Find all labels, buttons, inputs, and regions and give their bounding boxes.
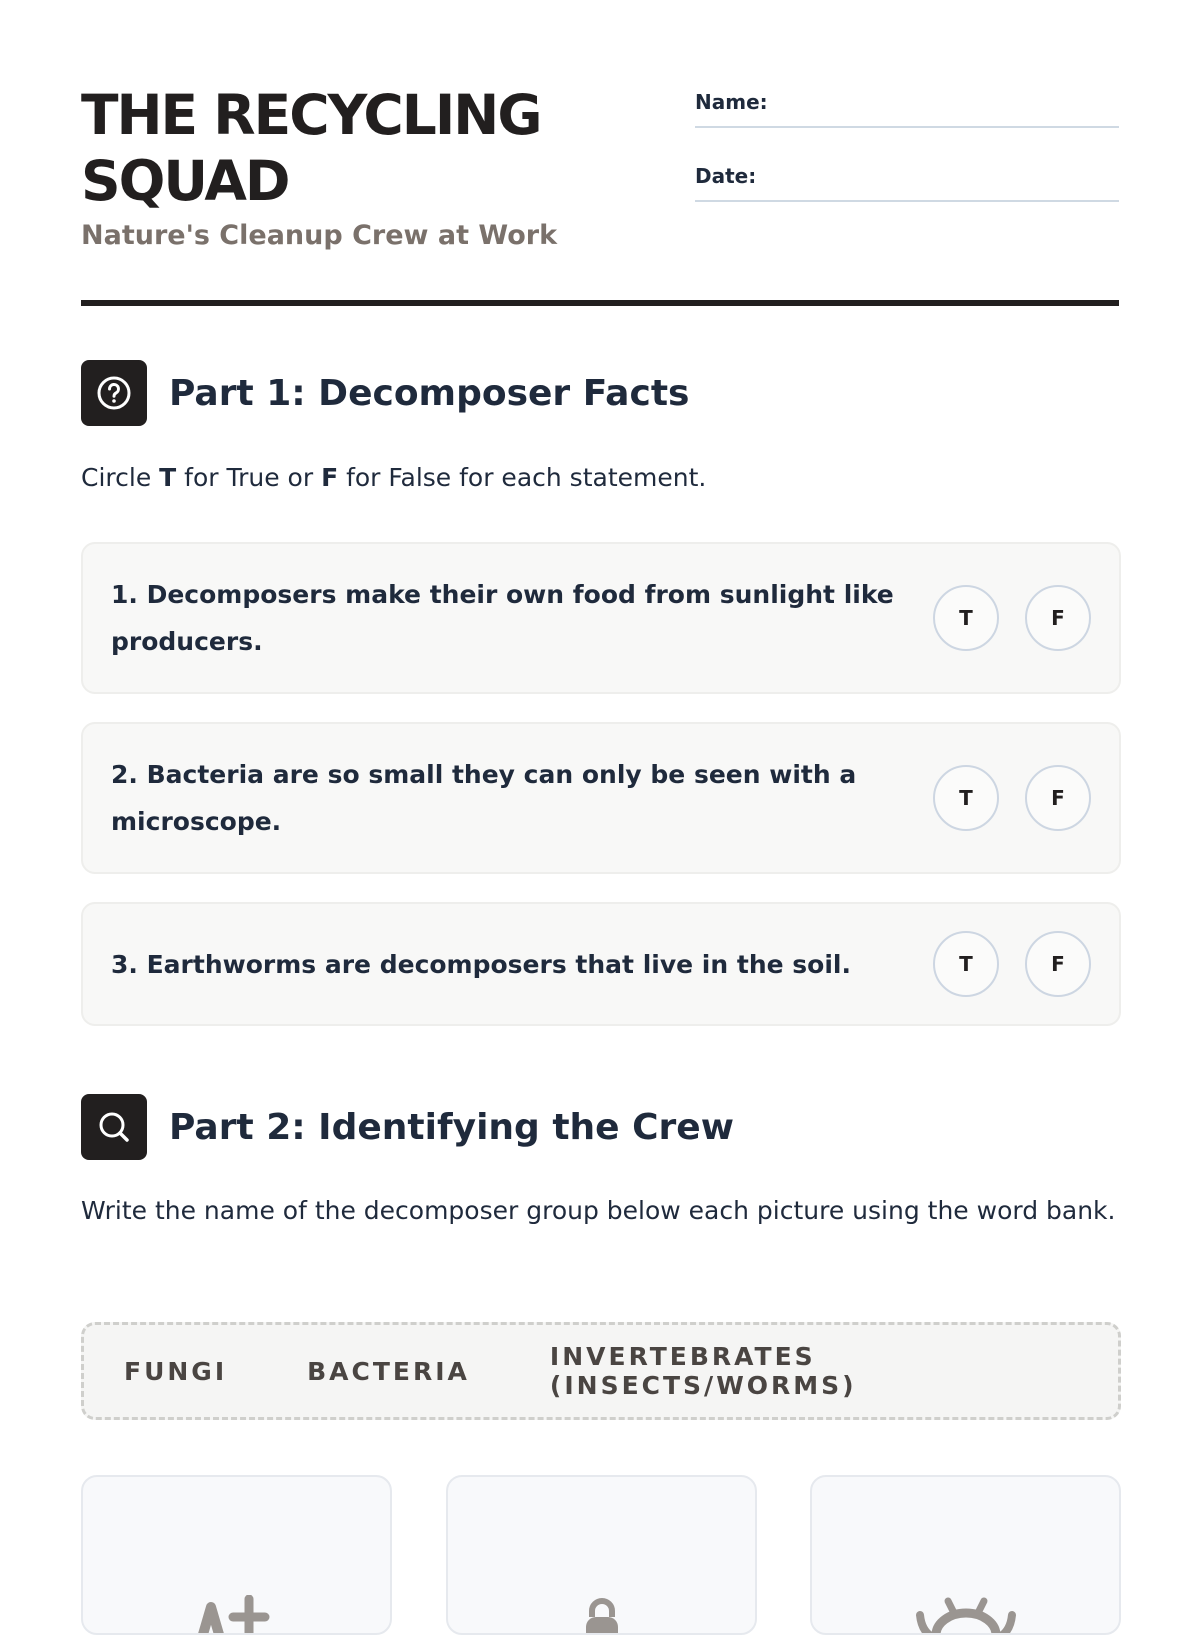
question-circle-icon	[81, 360, 147, 426]
word-bank-item: BACTERIA	[307, 1356, 470, 1386]
part2-title: Part 2: Identifying the Crew	[169, 1106, 734, 1148]
date-label: Date:	[695, 164, 757, 188]
statement-2-choices	[933, 765, 1091, 831]
worksheet-header	[81, 0, 1119, 310]
word-bank-item: INVERTEBRATES (INSECTS/WORMS)	[549, 1342, 857, 1400]
statement-1-choices	[933, 585, 1091, 651]
word-bank-item: FUNGI	[124, 1356, 228, 1386]
part1-title: Part 1: Decomposer Facts	[169, 372, 690, 414]
statement-3-true-button[interactable]: T	[933, 931, 999, 997]
mushroom-icon	[189, 1595, 285, 1635]
bacteria-icon	[572, 1595, 632, 1635]
statement-1-true-button[interactable]: T	[933, 585, 999, 651]
statement-3-choices	[933, 931, 1091, 997]
picture-card-3	[810, 1475, 1121, 1635]
statement-3-text: 3. Earthworms are decomposers that live in the soil.	[111, 949, 851, 979]
bug-icon	[906, 1595, 1026, 1635]
date-field[interactable]	[695, 164, 1119, 202]
search-icon	[81, 1094, 147, 1160]
name-field[interactable]	[695, 90, 1119, 128]
statement-1-false-button[interactable]: F	[1025, 585, 1091, 651]
worksheet-subtitle: Nature's Cleanup Crew at Work	[81, 220, 558, 251]
false-letter: F	[321, 463, 339, 492]
part1-instructions-mid: for True or	[176, 463, 322, 492]
statement-1-text: 1. Decomposers make their own food from sunlight like producers.	[111, 580, 894, 656]
part2-instructions: Write the name of the decomposer group below each picture using the word bank.	[81, 1196, 1116, 1225]
part1-heading	[81, 360, 689, 426]
word-bank	[81, 1322, 1121, 1420]
statement-2	[81, 722, 1121, 874]
statement-3	[81, 902, 1121, 1026]
header-divider	[81, 300, 1119, 306]
statement-2-text: 2. Bacteria are so small they can only be seen with a microscope.	[111, 760, 857, 836]
picture-card-1	[81, 1475, 392, 1635]
statement-2-false-button[interactable]: F	[1025, 765, 1091, 831]
name-label: Name:	[695, 90, 768, 114]
picture-card-2	[446, 1475, 757, 1635]
worksheet-title: THE RECYCLING SQUAD	[81, 83, 541, 213]
statement-2-true-button[interactable]: T	[933, 765, 999, 831]
statement-3-false-button[interactable]: F	[1025, 931, 1091, 997]
part1-instructions-pre: Circle	[81, 463, 160, 492]
part2-heading	[81, 1094, 734, 1160]
true-letter: T	[159, 463, 177, 492]
statement-1	[81, 542, 1121, 694]
part1-instructions-post: for False for each statement.	[338, 463, 707, 492]
student-fields	[695, 90, 1119, 238]
part1-instructions	[81, 455, 1119, 501]
